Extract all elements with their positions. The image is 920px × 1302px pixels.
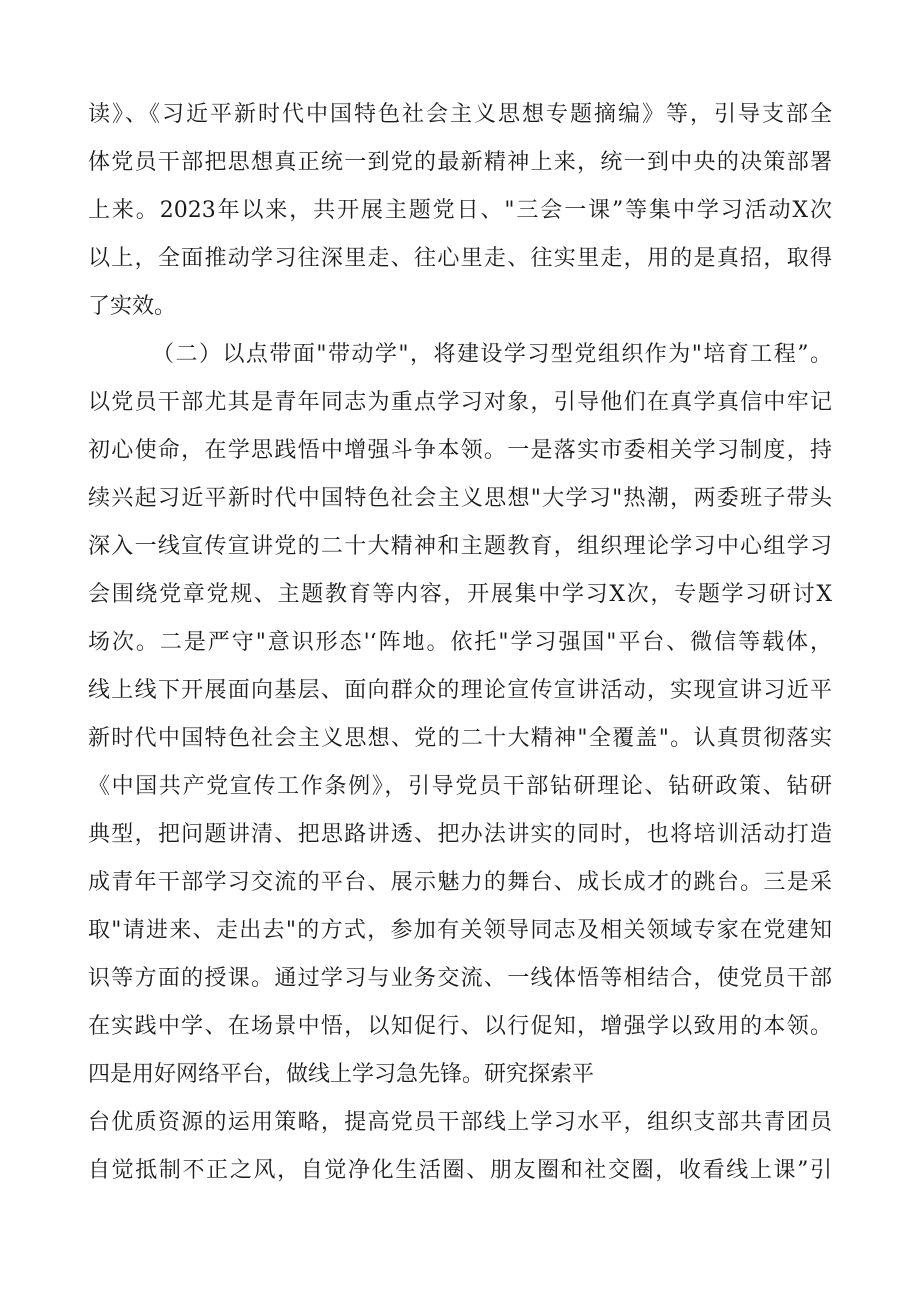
text-line: 典型，把问题讲清、把思路讲透、把办法讲实的同时，也将培训活动打造 — [88, 822, 832, 847]
text-line: 成青年干部学习交流的平台、展示魅力的舞台、成长成才的跳台。三是采 — [88, 870, 832, 895]
text-line: 自觉抵制不正之风，自觉净化生活圈、朋友圈和社交圈，收看线上课”引 — [88, 1158, 832, 1183]
text-line: 四是用好网络平台，做线上学习急先锋。研究探索平 — [88, 1062, 595, 1087]
text-line: 在实践中学、在场景中悟，以知促行、以行促知，增强学以致用的本领。 — [88, 1014, 832, 1039]
text-line: 识等方面的授课。通过学习与业务交流、一线体悟等相结合，使党员干部 — [88, 966, 832, 991]
text-line: 了实效。 — [88, 294, 177, 319]
section-heading: （二）以点带面"带动学"，将建设学习型党组织作为"培育工程”。 — [152, 342, 832, 367]
text-line: 上来。2023年以来，共开展主题党日、"三会一课”等集中学习活动X次 — [88, 198, 832, 223]
text-line: 线上线下开展面向基层、面向群众的理论宣传宣讲活动，实现宣讲习近平 — [88, 678, 832, 703]
text-line: 会围绕党章党规、主题教育等内容，开展集中学习X次，专题学习研讨X — [88, 582, 832, 607]
text-line: 台优质资源的运用策略，提高党员干部线上学习水平，组织支部共青团员 — [88, 1110, 832, 1135]
text-line: 场次。二是严守"意识形态'‘阵地。依托"学习强国"平台、微信等载体， — [88, 630, 832, 655]
text-line: 读》、《习近平新时代中国特色社会主义思想专题摘编》等，引导支部全 — [88, 102, 832, 127]
text-line: 体党员干部把思想真正统一到党的最新精神上来，统一到中央的决策部署 — [88, 150, 832, 175]
text-line: 《中国共产党宣传工作条例》，引导党员干部钻研理论、钻研政策、钻研 — [88, 774, 832, 799]
text-line: 以党员干部尤其是青年同志为重点学习对象，引导他们在真学真信中牢记 — [88, 390, 832, 415]
text-line: 续兴起习近平新时代中国特色社会主义思想"大学习"热潮，两委班子带头 — [88, 486, 832, 511]
text-line: 以上，全面推动学习往深里走、往心里走、往实里走，用的是真招，取得 — [88, 246, 832, 271]
text-line: 深入一线宣传宣讲党的二十大精神和主题教育，组织理论学习中心组学习 — [88, 534, 832, 559]
text-line: 取"请进来、走出去"的方式，参加有关领导同志及相关领域专家在党建知 — [88, 918, 832, 943]
text-line: 新时代中国特色社会主义思想、党的二十大精神"全覆盖"。认真贯彻落实 — [88, 726, 832, 751]
text-line: 初心使命，在学思践悟中增强斗争本领。一是落实市委相关学习制度，持 — [88, 438, 832, 463]
